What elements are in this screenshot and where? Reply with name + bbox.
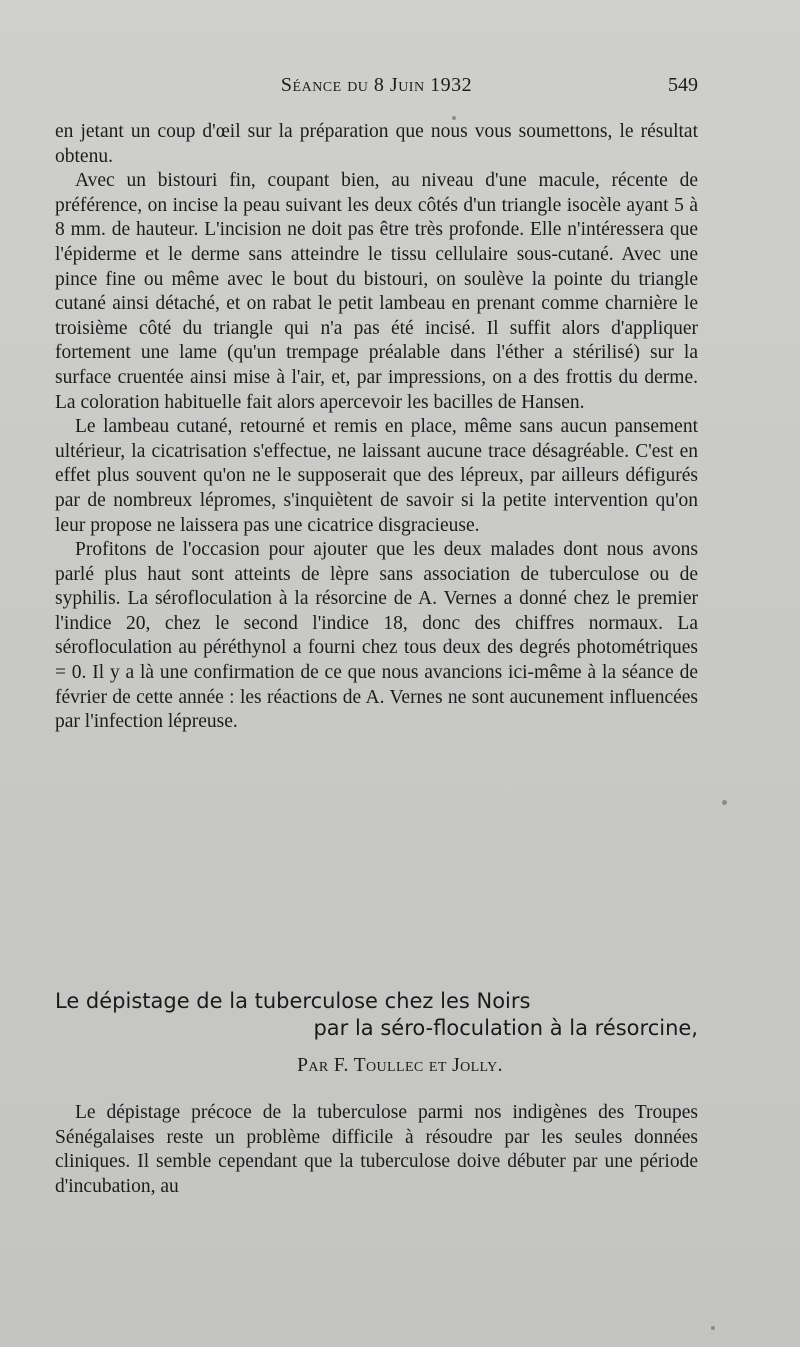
paragraph-continuation: en jetant un coup d'œil sur la préparation que nous vous soumettons, le résultat obtenu. [55, 121, 698, 167]
page-number: 549 [668, 74, 698, 96]
paragraph-procedure: Avec un bistouri fin, coupant bien, au niveau d'une macule, récente de préférence, on incise la peau suivant les deux côtés d'un triangle isocèle ayant 5 à 8 mm. de hauteur. L'incision ne doit pas être très profonde. Elle n'intéressera que l'épiderme et le derme sans atteindre le tissu cellulaire sous-cutané. Avec une pince fine ou même avec le bout du bistouri, on soulève la pointe du triangle cutané ainsi détaché, et on rabat le petit lambeau en prenant comme charnière le troisième côté du triangle qui n'a pas été incisé. Il suffit alors d'appliquer fortement une lame (qu'un trempage préalable dans l'éther a stérilisé) sur la surface cruentée ainsi mise à l'air, et, par impressions, on a des frottis du derme. La coloration habituelle fait alors apercevoir les bacilles de Hansen. [55, 170, 698, 413]
paragraph-healing: Le lambeau cutané, retourné et remis en place, même sans aucun pansement ultérieur, la cicatrisation s'effectue, ne laissant aucune trace désagréable. C'est en effet plus souvent qu'on ne le supposerait que des lépreux, par ailleurs défigurés par de nombreux lépromes, s'inquiètent de savoir si la petite intervention qu'on leur propose ne laissera pas une cicatrice disgracieuse. [55, 416, 698, 536]
paragraph-serology: Profitons de l'occasion pour ajouter que les deux malades dont nous avons parlé plus haut sont atteints de lèpre sans association de tuberculose ou de syphilis. La sérofloculation à la résorcine de A. Vernes a donné chez le premier l'indice 20, chez le second l'indice 18, donc des chiffres normaux. La sérofloculation au péréthynol a fourni chez tous deux des degrés photométriques = 0. Il y a là une confirmation de ce que nous avancions ici-même à la séance de février de cette année : les réactions de A. Vernes ne sont aucunement influencées par l'infection lépreuse. [55, 539, 698, 733]
running-head [55, 74, 698, 104]
paper-speck [452, 116, 456, 120]
paper-speck [711, 1326, 715, 1330]
article-title-line2: par la séro-floculation à la résorcine, [313, 1016, 698, 1040]
article-paragraph: Le dépistage précoce de la tuberculose parmi nos indigènes des Troupes Sénégalaises reste un problème difficile à résoudre par les seules données cliniques. Il semble cependant que la tuberculose doive débuter par une période d'incubation, au [55, 1102, 698, 1197]
article-byline: Par F. Toullec et Jolly. [297, 1055, 503, 1076]
article-title-line1: Le dépistage de la tuberculose chez les Noirs [55, 989, 531, 1013]
article-body [55, 1101, 698, 1199]
paper-speck [722, 800, 727, 805]
running-title: Séance du 8 Juin 1932 [280, 74, 473, 96]
section-body [55, 120, 698, 735]
